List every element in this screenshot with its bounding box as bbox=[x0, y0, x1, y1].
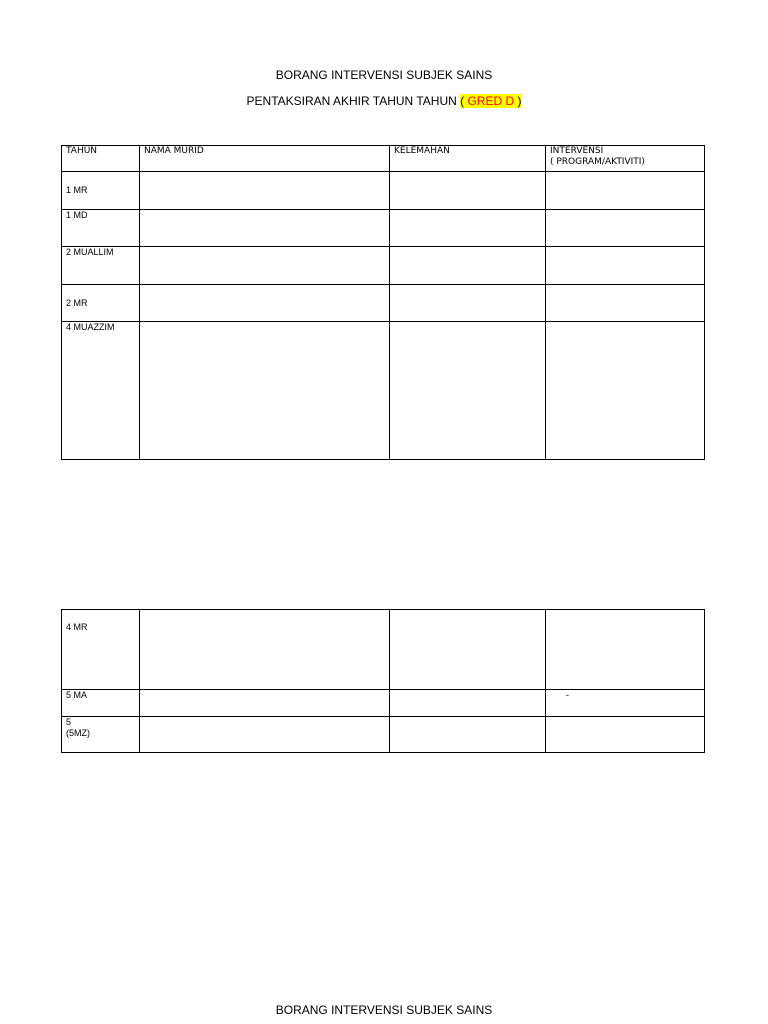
grade-close-paren: ) bbox=[514, 94, 522, 108]
kelemahan-cell[interactable] bbox=[390, 322, 546, 460]
nama-murid-cell[interactable] bbox=[140, 717, 390, 753]
form-subtitle bbox=[0, 94, 768, 108]
class-cell bbox=[62, 717, 140, 753]
kelemahan-cell[interactable] bbox=[390, 690, 546, 717]
nama-murid-cell[interactable] bbox=[140, 210, 390, 247]
kelemahan-cell[interactable] bbox=[390, 172, 546, 210]
kelemahan-cell[interactable] bbox=[390, 247, 546, 285]
class-cell: 1 MR bbox=[62, 172, 140, 210]
nama-murid-cell[interactable] bbox=[140, 610, 390, 690]
class-line2: (5MZ) bbox=[66, 728, 90, 738]
nama-murid-cell[interactable] bbox=[140, 247, 390, 285]
intervention-table-1 bbox=[61, 145, 705, 460]
grade-open-paren: ( bbox=[460, 94, 468, 108]
class-cell: 5 MA bbox=[62, 690, 140, 717]
table-row bbox=[62, 172, 705, 210]
header-intervensi-line2: ( PROGRAM/AKTIVITI) bbox=[550, 157, 645, 167]
intervensi-cell[interactable] bbox=[546, 717, 705, 753]
intervensi-cell[interactable] bbox=[546, 285, 705, 322]
table-row bbox=[62, 717, 705, 753]
header-tahun: TAHUN bbox=[62, 146, 140, 172]
class-cell: 2 MR bbox=[62, 285, 140, 322]
kelemahan-cell[interactable] bbox=[390, 285, 546, 322]
intervensi-cell[interactable] bbox=[546, 610, 705, 690]
header-row bbox=[62, 146, 705, 172]
table-row bbox=[62, 690, 705, 717]
header-nama-murid: NAMA MURID bbox=[140, 146, 390, 172]
table-row bbox=[62, 210, 705, 247]
intervensi-cell[interactable] bbox=[546, 247, 705, 285]
grade-highlight bbox=[460, 94, 521, 108]
intervention-table-2 bbox=[61, 609, 705, 753]
intervensi-cell[interactable] bbox=[546, 322, 705, 460]
grade-label: GRED D bbox=[467, 94, 515, 108]
kelemahan-cell[interactable] bbox=[390, 717, 546, 753]
nama-murid-cell[interactable] bbox=[140, 322, 390, 460]
form-title: BORANG INTERVENSI SUBJEK SAINS bbox=[275, 68, 493, 82]
header-kelemahan: KELEMAHAN bbox=[390, 146, 546, 172]
table-row bbox=[62, 610, 705, 690]
class-cell: 4 MUAZZIM bbox=[62, 322, 140, 460]
kelemahan-cell[interactable] bbox=[390, 210, 546, 247]
table-row bbox=[62, 322, 705, 460]
header-intervensi bbox=[546, 146, 705, 172]
subtitle-text: PENTAKSIRAN AKHIR TAHUN TAHUN bbox=[246, 94, 461, 108]
class-cell: 1 MD bbox=[62, 210, 140, 247]
nama-murid-cell[interactable] bbox=[140, 172, 390, 210]
footer-title: BORANG INTERVENSI SUBJEK SAINS bbox=[275, 1003, 493, 1017]
nama-murid-cell[interactable] bbox=[140, 690, 390, 717]
intervensi-cell[interactable] bbox=[546, 172, 705, 210]
table-row bbox=[62, 247, 705, 285]
nama-murid-cell[interactable] bbox=[140, 285, 390, 322]
class-line1: 5 bbox=[66, 717, 72, 727]
header-intervensi-line1: INTERVENSI bbox=[550, 146, 604, 156]
intervensi-cell[interactable]: - bbox=[546, 690, 705, 717]
class-cell: 4 MR bbox=[62, 610, 140, 690]
class-cell: 2 MUALLIM bbox=[62, 247, 140, 285]
table-row bbox=[62, 285, 705, 322]
intervensi-cell[interactable] bbox=[546, 210, 705, 247]
kelemahan-cell[interactable] bbox=[390, 610, 546, 690]
